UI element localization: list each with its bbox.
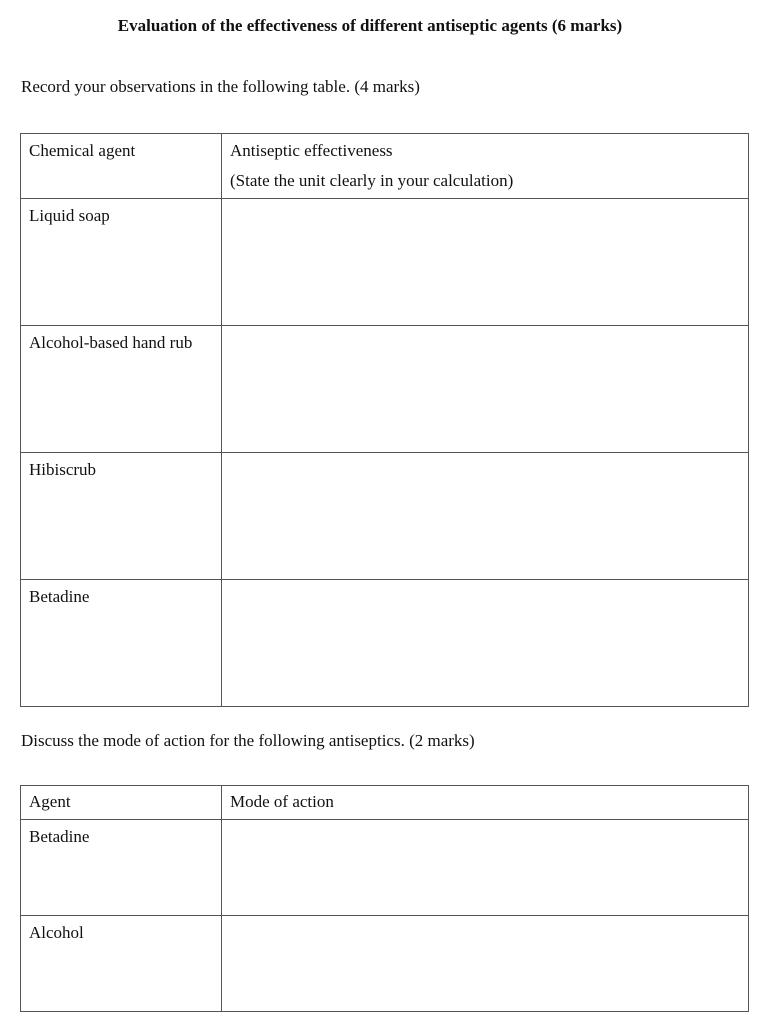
header-agent: Agent [21,786,222,820]
table-row [21,580,749,707]
header-chemical-agent: Chemical agent [21,134,222,199]
observations-table [20,133,749,707]
table-row [21,199,749,326]
mode-of-action-answer-cell[interactable] [222,820,749,916]
effectiveness-answer-cell[interactable] [222,199,749,326]
table-row [21,916,749,1012]
table-row [21,326,749,453]
observation-instruction: Record your observations in the following table. (4 marks) [21,77,420,96]
table-header-row [21,134,749,199]
header-effectiveness-title: Antiseptic effectiveness [230,141,393,160]
mode-of-action-instruction: Discuss the mode of action for the following antiseptics. (2 marks) [21,731,475,750]
agent-cell: Betadine [21,580,222,707]
effectiveness-answer-cell[interactable] [222,453,749,580]
mode-of-action-table [20,785,749,1012]
effectiveness-answer-cell[interactable] [222,580,749,707]
page-title: Evaluation of the effectiveness of different antiseptic agents (6 marks) [117,16,623,35]
table-header-row [21,786,749,820]
agent-cell: Alcohol [21,916,222,1012]
header-antiseptic-effectiveness [222,134,749,199]
header-effectiveness-note: (State the unit clearly in your calculation) [230,171,514,190]
table-row [21,820,749,916]
table-row [21,453,749,580]
mode-of-action-answer-cell[interactable] [222,916,749,1012]
agent-cell: Betadine [21,820,222,916]
agent-cell: Alcohol-based hand rub [21,326,222,453]
effectiveness-answer-cell[interactable] [222,326,749,453]
agent-cell: Hibiscrub [21,453,222,580]
header-mode-of-action: Mode of action [222,786,749,820]
agent-cell: Liquid soap [21,199,222,326]
